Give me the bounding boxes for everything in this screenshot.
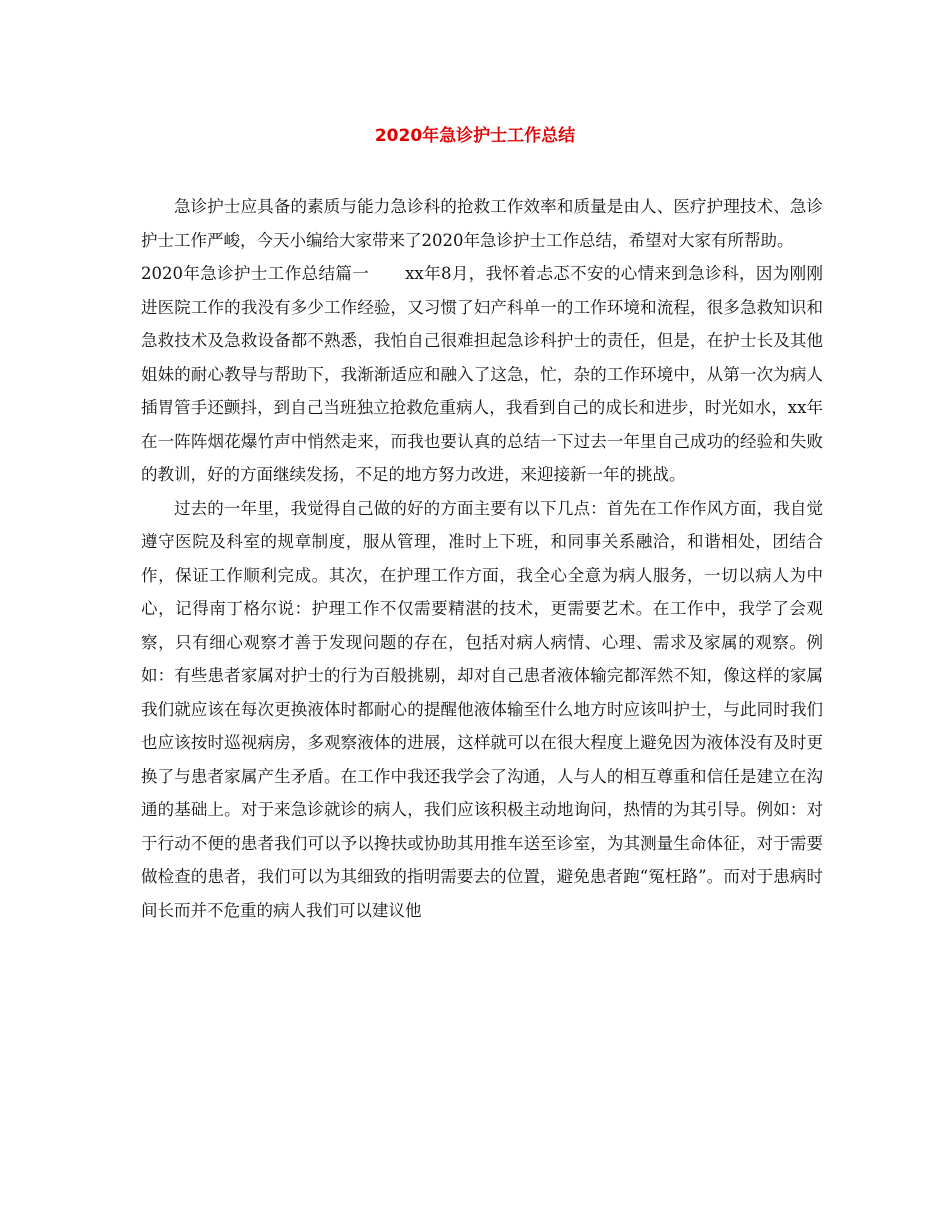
section-paragraph-text: xx年8月，我怀着忐忑不安的心情来到急诊科，因为刚刚进医院工作的我没有多少工作经验，又习惯了妇产科单一的工作环境和流程，很多急救知识和急救技术及急救设备都不熟悉，我怕自己很难担起急诊科护士的责任，但是，在护士长及其他姐妹的耐心教导与帮助下，我渐渐适应和融入了这急，忙，杂的工作环境中，从第一次为病人插胃管手还颤抖，到自己当班独立抢救危重病人，我看到自己的成长和进步，时光如水，xx年在一阵阵烟花爆竹声中悄然走来，而我也要认真的总结一下过去一年里自己成功的经验和失败的教训，好的方面继续发扬，不足的地方努力改进，来迎接新一年的挑战。 [141, 264, 823, 484]
section-paragraph [141, 257, 823, 492]
document-title: 2020年急诊护士工作总结 [374, 126, 576, 146]
body-paragraph: 过去的一年里，我觉得自己做的好的方面主要有以下几点：首先在工作作风方面，我自觉遵守医院及科室的规章制度，服从管理，准时上下班，和同事关系融洽，和谐相处，团结合作，保证工作顺利完成。其次，在护理工作方面，我全心全意为病人服务，一切以病人为中心，记得南丁格尔说：护理工作不仅需要精湛的技术，更需要艺术。在工作中，我学了会观察，只有细心观察才善于发现问题的存在，包括对病人病情、心理、需求及家属的观察。例如：有些患者家属对护士的行为百般挑剔，却对自己患者液体输完都浑然不知，像这样的家属我们就应该在每次更换液体时都耐心的提醒他液体输至什么地方时应该叫护士，与此同时我们也应该按时巡视病房，多观察液体的进展，这样就可以在很大程度上避免因为液体没有及时更换了与患者家属产生矛盾。在工作中我还我学会了沟通，人与人的相互尊重和信任是建立在沟通的基础上。对于来急诊就诊的病人，我们应该积极主动地询问，热情的为其引导。例如：对于行动不便的患者我们可以予以搀扶或协助其用推车送至诊室，为其测量生命体征，对于需要做检查的患者，我们可以为其细致的指明需要去的位置，避免患者跑“冤枉路”。而对于患病时间长而并不危重的病人我们可以建议他 [141, 498, 823, 920]
intro-paragraph: 急诊护士应具备的素质与能力急诊科的抢救工作效率和质量是由人、医疗护理技术、急诊护士工作严峻，今天小编给大家带来了2020年急诊护士工作总结，希望对大家有所帮助。 [141, 197, 823, 250]
document-body [141, 190, 823, 927]
section-heading: 2020年急诊护士工作总结篇一 [141, 264, 370, 283]
